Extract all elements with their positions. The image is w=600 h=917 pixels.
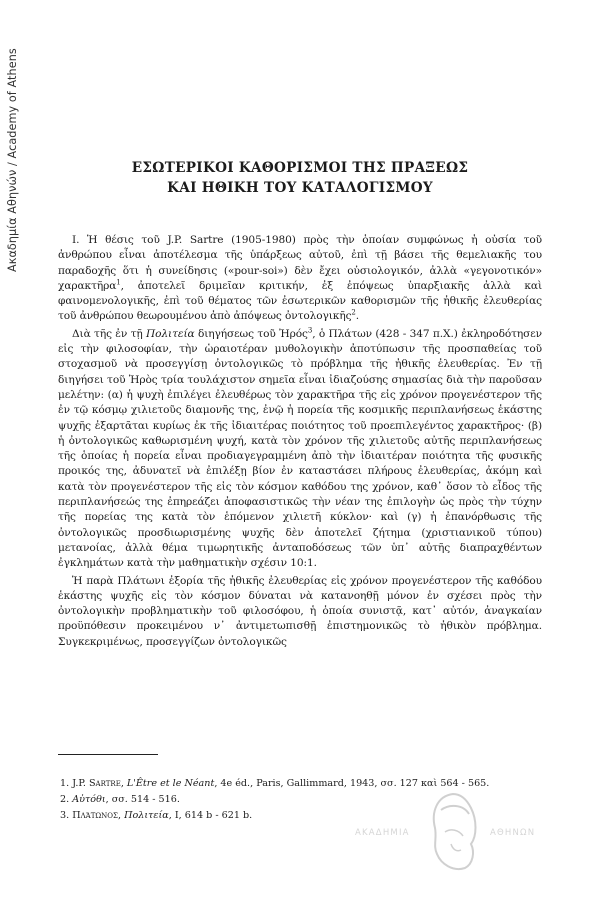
body-text	[58, 233, 542, 650]
footnote-ref-1: 1	[116, 278, 121, 287]
paragraph-2	[58, 327, 542, 572]
paragraph-1-text-a: Ι. Ἡ θέσις τοῦ J.P. Sartre (1905-1980) πρὸς τὴν ὁποίαν συμφώνως ἡ οὐσία τοῦ ἀνθρώπου εἶναι ἀποτέλεσμα τῆς ὑπάρξεως αὐτοῦ, ἐπὶ τῇ βάσει τῆς θεμελιακῆς του παραδοχῆς ὅτι ἡ συνείδησις («pour-soi») δὲν ἔχει οὐσιολογικόν, ἀλλὰ «γεγονοτικόν» χαρακτῆρα	[58, 234, 542, 292]
footnote-1: 1. J.P. Sartre, L'Être et le Néant, 4e éd., Paris, Gallimmard, 1943, σσ. 127 καὶ 564 - 565.	[60, 778, 490, 789]
title-line-1: ΕΣΩΤΕΡΙΚΟΙ ΚΑΘΟΡΙΣΜΟΙ ΤΗΣ ΠΡΑΞΕΩΣ	[131, 160, 469, 176]
footnote-1-rest: , 4e éd., Paris, Gallimmard, 1943, σσ. 127 καὶ 564 - 565.	[214, 778, 490, 789]
paragraph-1-text-b: , ἀποτελεῖ δριμεῖαν κριτικήν, ἐξ ἐπόψεως ὑπαρξιακῆς ἀλλὰ καὶ φαινομενολογικῆς, ἐπὶ τοῦ θέματος τῶν ἐσωτερικῶν καθορισμῶν τῆς ἠθικῆς ἐλευθερίας τοῦ ἀνθρώπου θεωρουμένου ἀπὸ ἀπόψεως ὀντολογικῆς	[58, 279, 542, 323]
helmet-head-icon	[423, 788, 483, 878]
footnote-3-number: 3.	[60, 810, 70, 821]
footnote-3-author: Πλάτωνος	[72, 810, 118, 821]
archive-side-note: Ακαδημία Αθηνών / Academy of Athens	[6, 48, 19, 272]
paragraph-2-text-c: , ὁ Πλάτων (428 - 347 π.Χ.) ἐκληροδότησεν εἰς τὴν φιλοσοφίαν, τὴν ὡραιοτέραν μυθολογικὴν ἀποτύπωσιν τῆς προσπαθείας τοῦ στοχασμοῦ νὰ προσεγγίσῃ ὀντολογικῶς τὸ πρόβλημα τῆς ἠθικῆς ἐλευθερίας. Ἐν τῇ διηγήσει τοῦ Ἠρὸς τρία τουλάχιστον σημεῖα εἶναι ἰδιαζούσης σημασίας διὰ τὴν παροῦσαν μελέτην: (α) ἡ ψυχὴ ἐπιλέγει ἐλευθέρως τὸν χαρακτῆρα τῆς εἰς χρόνον προγενέστερον τῆς ἐν τῷ κόσμῳ χιλιετοῦς διαμονῆς της, ἐνῷ ἡ πορεία τῆς κοσμικῆς περιπλανήσεως ἑκάστης ψυχῆς ἐξαρτᾶται κυρίως ἐκ τῆς ἰδιαιτέρας ποιότητος τοῦ προεπιλεγέντος χαρακτῆρος· (β) ἡ ὀντολογικῶς καθωρισμένη ψυχή, κατὰ τὸν χρόνον τῆς χιλιετοῦς αὐτῆς περιπλανήσεως τῆς ὁποίας ἡ πορεία εἶναι προδιαγεγραμμένη ἀπὸ τὴν ἰδιαιτέραν ποιότητα τῆς φυσικῆς προικός της, ἀδυνατεῖ νὰ ἐπιλέξῃ βίον ἐν καταστάσει πλήρους ἐλευθερίας, ἀκόμη καὶ κατὰ τὸν προγενέστερον τῆς εἰς τὸν κόσμον καθόδου της χρόνον, καθ᾽ ὅσον τὸ εἶδος τῆς περιπλανήσεώς της ἐπηρεάζει ἀποφασιστικῶς τὴν νέαν της ἐπιλογὴν ὡς πρὸς τὴν τύχην τῆς πορείας της κατὰ τὸν ἑπόμενον χιλιετῆ κύκλον· καὶ (γ) ἡ ἐπανόρθωσις τῆς ὀντολογικῶς προσδιωρισμένης ψυχῆς δὲν ἀποτελεῖ ζήτημα (χριστιανικοῦ τύπου) μετανοίας, ἀλλὰ θέμα τιμωρητικῆς ἀνταποδόσεως τῶν ὑπ᾽ αὐτῆς διαπραχθέντων ἐγκλημάτων κατὰ τὴν μαθηματικὴν σχέσιν 10:1.	[58, 327, 542, 570]
paragraph-2-italic-title: Πολιτεία	[146, 327, 195, 340]
footnote-divider	[58, 754, 158, 755]
page-title	[58, 158, 542, 198]
watermark-text-right: ΑΘΗΝΩΝ	[490, 828, 536, 838]
watermark-text-left: ΑΚΑΔΗΜΙΑ	[355, 828, 410, 838]
academy-watermark	[355, 788, 550, 888]
paragraph-1	[58, 233, 542, 325]
footnote-2-number: 2.	[60, 794, 70, 805]
footnote-ref-3: 3	[307, 326, 313, 335]
footnote-1-number: 1.	[60, 778, 70, 789]
footnote-3-work: Πολιτεία	[124, 810, 169, 821]
footnote-3: 3. Πλάτωνος, Πολιτεία, Ι, 614 b - 621 b.	[60, 810, 253, 821]
footnote-3-rest: , Ι, 614 b - 621 b.	[168, 810, 253, 821]
title-line-2: ΚΑΙ ΗΘΙΚΗ ΤΟΥ ΚΑΤΑΛΟΓΙΣΜΟΥ	[167, 180, 433, 196]
footnote-1-author: J.P. Sartre	[72, 778, 121, 789]
footnote-2-work: Αὐτόθι	[72, 794, 106, 805]
paragraph-3: Ἡ παρὰ Πλάτωνι ἐξορία τῆς ἠθικῆς ἐλευθερίας εἰς χρόνον προγενέστερον τῆς καθόδου ἑκάστης ψυχῆς εἰς τὸν κόσμον δύναται νὰ κατανοηθῇ μόνον ἐν σχέσει πρὸς τὴν ὀντολογικὴν προβληματικὴν τοῦ φιλοσόφου, ἡ ὁποία συνιστᾷ, κατ᾽ αὐτόν, ἀναγκαίαν προϋπόθεσιν προκειμένου ν᾽ ἀντιμετωπισθῇ ἐπιστημονικῶς τὸ ἠθικὸν πρόβλημα. Συγκεκριμένως, προσεγγίζων ὀντολογικῶς	[58, 574, 542, 648]
paragraph-2-text-b: διηγήσεως τοῦ Ἠρός	[194, 327, 308, 340]
document-page	[58, 0, 542, 917]
paragraph-2-text-a: Διὰ τῆς ἐν τῇ	[72, 327, 147, 340]
paragraph-1-text-c: .	[355, 310, 360, 323]
footnote-1-work: L'Être et le Néant	[126, 778, 215, 789]
footnote-ref-2: 2	[351, 308, 356, 317]
footnote-2-rest: , σσ. 514 - 516.	[105, 794, 180, 805]
